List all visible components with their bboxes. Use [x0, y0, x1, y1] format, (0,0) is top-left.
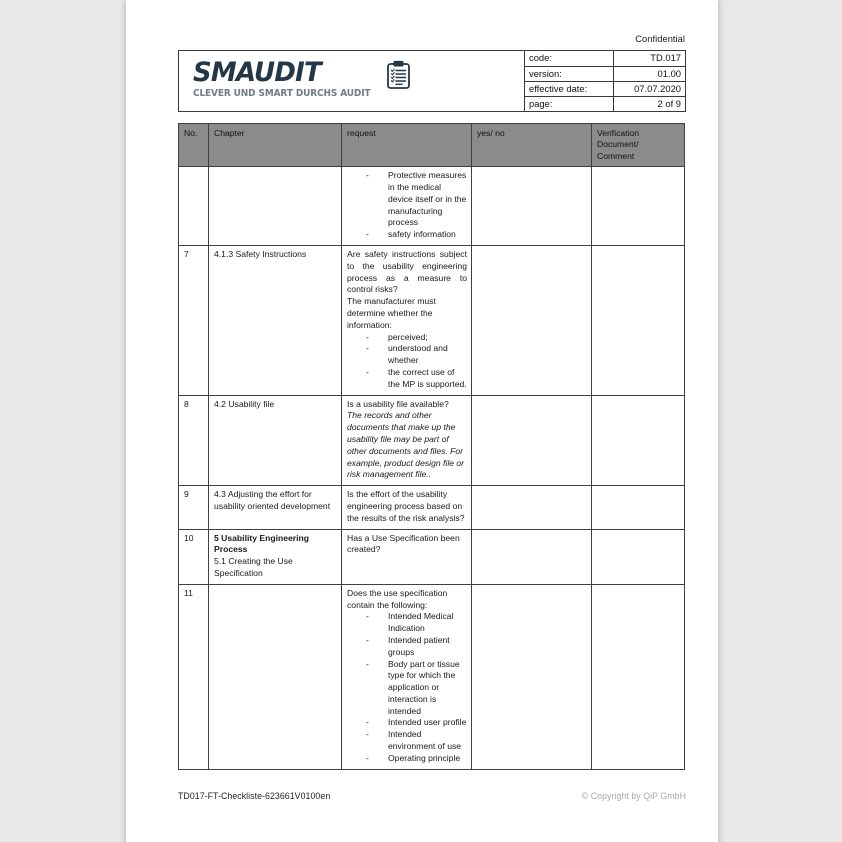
cell-request — [342, 167, 472, 246]
cell-yesno[interactable] — [472, 584, 592, 769]
footer-copyright: © Copyright by QiP GmbH — [581, 791, 686, 801]
cell-request — [342, 246, 472, 396]
list-item: - Intended user profile — [347, 717, 467, 729]
chapter-text: 4.2 Usability file — [214, 398, 275, 409]
cell-no: 11 — [179, 584, 209, 769]
cell-verification[interactable] — [592, 246, 685, 396]
cell-yesno[interactable] — [472, 486, 592, 529]
list-item: - Intended environment of use — [347, 729, 467, 753]
cell-chapter — [209, 584, 342, 769]
clipboard-icon — [387, 60, 410, 94]
meta-label-page: page: — [525, 97, 613, 112]
table-row — [179, 167, 685, 246]
list-item: - Body part or tissue type for which the application or interaction is intended — [347, 659, 467, 718]
request-paragraph: Has a Use Specification been created? — [347, 532, 460, 555]
meta-label-version: version: — [525, 66, 613, 81]
logo-wordmark: SMAUDIT — [193, 57, 321, 88]
list-item: - perceived; — [347, 332, 467, 344]
meta-row-version — [525, 66, 685, 81]
document-header — [178, 50, 686, 112]
document-page — [126, 0, 718, 842]
cell-verification[interactable] — [592, 395, 685, 486]
cell-request — [342, 584, 472, 769]
request-paragraph: Does the use specification contain the following: — [347, 587, 448, 610]
smaudit-logo — [193, 59, 410, 100]
cell-chapter — [209, 395, 342, 486]
cell-verification[interactable] — [592, 584, 685, 769]
column-header-verification — [592, 124, 685, 167]
request-note: The records and other documents that make up the usability file may be part of other documents and files. For example, product design file or risk management file.. — [347, 410, 465, 480]
cell-request — [342, 529, 472, 584]
cell-no: 9 — [179, 486, 209, 529]
table-row — [179, 395, 685, 486]
logo-cell — [179, 51, 525, 111]
column-header-yesno: yes/ no — [472, 124, 592, 167]
request-bullet-list — [347, 170, 467, 241]
list-item: - understood and whether — [347, 343, 467, 367]
table-row — [179, 584, 685, 769]
logo-tagline: CLEVER UND SMART DURCHS AUDIT — [193, 88, 371, 99]
chapter-text: 5.1 Creating the Use Specification — [214, 556, 293, 578]
page-content-area — [178, 0, 686, 842]
column-header-request: request — [342, 124, 472, 167]
cell-no: 10 — [179, 529, 209, 584]
logo-text-block — [193, 59, 384, 100]
cell-no: 7 — [179, 246, 209, 396]
cell-yesno[interactable] — [472, 167, 592, 246]
request-paragraph: The manufacturer must determine whether the information: — [347, 296, 436, 330]
document-footer — [178, 791, 686, 801]
cell-verification[interactable] — [592, 529, 685, 584]
cell-chapter — [209, 246, 342, 396]
meta-row-effective-date — [525, 81, 685, 96]
chapter-heading: 5 Usability Engineering Process — [214, 532, 310, 555]
meta-row-code — [525, 51, 685, 66]
request-paragraph: Are safety instructions subject to the usability engineering process as a measure to control risks? — [347, 249, 467, 295]
list-item: - Operating principle — [347, 753, 467, 765]
request-bullet-list — [347, 332, 467, 391]
cell-verification[interactable] — [592, 167, 685, 246]
meta-value-version: 01.00 — [613, 66, 685, 81]
cell-yesno[interactable] — [472, 395, 592, 486]
request-paragraph: Is the effort of the usability engineering process based on the results of the risk analysis? — [347, 489, 465, 523]
cell-yesno[interactable] — [472, 246, 592, 396]
checklist-header-row — [179, 124, 685, 167]
footer-document-id: TD017-FT-Checkliste-623661V0100en — [178, 791, 331, 801]
meta-value-effective-date: 07.07.2020 — [613, 81, 685, 96]
column-header-no: No. — [179, 124, 209, 167]
column-header-verification-l3: Comment — [597, 150, 635, 161]
list-item: - Protective measures in the medical device itself or in the manufacturing process — [347, 170, 467, 229]
column-header-chapter: Chapter — [209, 124, 342, 167]
list-item: - safety information — [347, 229, 467, 241]
request-paragraph: Is a usability file available? — [347, 398, 449, 409]
list-item: - the correct use of the MP is supported. — [347, 367, 467, 391]
meta-value-page: 2 of 9 — [613, 97, 685, 112]
chapter-text: 4.3 Adjusting the effort for usability oriented development — [214, 489, 331, 511]
cell-chapter — [209, 167, 342, 246]
confidential-label: Confidential — [635, 34, 685, 44]
cell-chapter — [209, 529, 342, 584]
chapter-text: 4.1.3 Safety Instructions — [214, 249, 307, 259]
checklist-table — [178, 123, 685, 770]
request-bullet-list — [347, 611, 467, 764]
cell-no — [179, 167, 209, 246]
cell-request — [342, 395, 472, 486]
checklist-body — [179, 167, 685, 769]
meta-label-code: code: — [525, 51, 613, 66]
cell-request — [342, 486, 472, 529]
list-item: - Intended Medical Indication — [347, 611, 467, 635]
cell-chapter — [209, 486, 342, 529]
table-row — [179, 486, 685, 529]
list-item: - Intended patient groups — [347, 635, 467, 659]
meta-row-page — [525, 97, 685, 112]
cell-verification[interactable] — [592, 486, 685, 529]
meta-label-effective-date: effective date: — [525, 81, 613, 96]
cell-yesno[interactable] — [472, 529, 592, 584]
table-row — [179, 529, 685, 584]
table-row — [179, 246, 685, 396]
cell-no: 8 — [179, 395, 209, 486]
column-header-verification-l1: Verification — [597, 128, 640, 138]
document-meta-table — [525, 51, 685, 112]
column-header-verification-l2: Document/ — [597, 139, 639, 150]
meta-value-code: TD.017 — [613, 51, 685, 66]
